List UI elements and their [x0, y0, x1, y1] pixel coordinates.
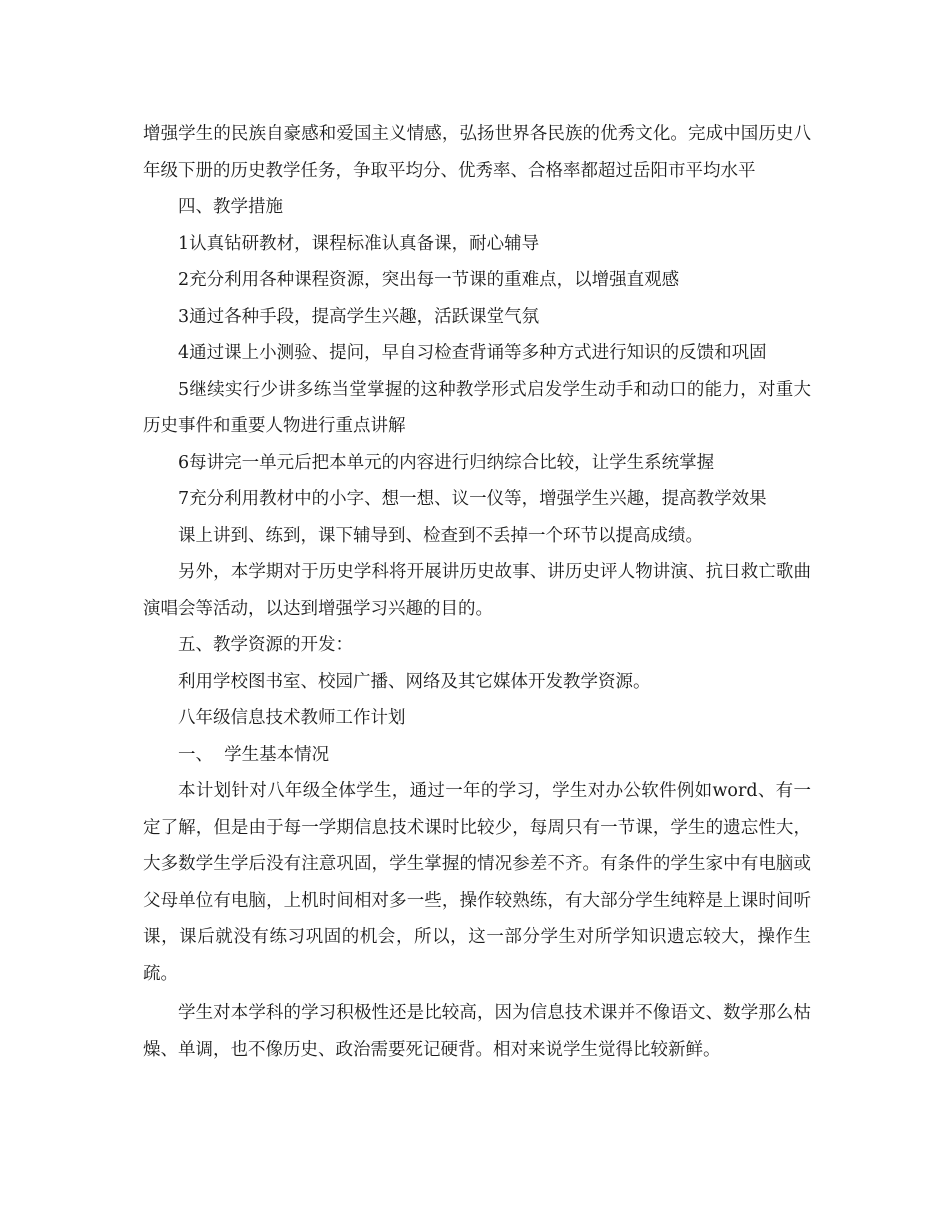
paragraph-activities: 另外，本学期对于历史学科将开展讲历史故事、讲历史评人物讲演、抗日救亡歌曲演唱会等活动，以达到增强学习兴趣的目的。 [143, 562, 811, 619]
list-item-1: 1认真钻研教材，课程标准认真备课，耐心辅导 [178, 233, 540, 254]
list-item-6: 6每讲完一单元后把本单元的内容进行归纳综合比较，让学生系统掌握 [178, 452, 715, 473]
section-heading-measures: 四、教学措施 [178, 197, 283, 217]
paragraph-student-situation: 本计划针对八年级全体学生，通过一年的学习，学生对办公软件例如word、有一定了解，但是由于每一学期信息技术课时比较少，每周只有一节课，学生的遗忘性大，大多数学生学后没有注意巩固，学生掌握的情况参差不齐。有条件的学生家中有电脑或父母单位有电脑，上机时间相对多一些，操作较熟练，有大部分学生纯粹是上课时间听课，课后就没有练习巩固的机会，所以，这一部分学生对所学知识遗忘较大，操作生疏。 [143, 781, 811, 984]
paragraph-student-interest: 学生对本学科的学习积极性还是比较高，因为信息技术课并不像语文、数学那么枯燥、单调，也不像历史、政治需要死记硬背。相对来说学生觉得比较新鲜。 [143, 1003, 811, 1060]
list-item-2: 2充分利用各种课程资源，突出每一节课的重难点，以增强直观感 [178, 270, 680, 290]
list-item-3: 3通过各种手段，提高学生兴趣，活跃课堂气氛 [178, 306, 540, 327]
list-item-4: 4通过课上小测验、提问，早自习检查背诵等多种方式进行知识的反馈和巩固 [178, 343, 767, 363]
section-heading-resources: 五、教学资源的开发： [178, 635, 353, 655]
document-subtitle: 八年级信息技术教师工作计划 [178, 708, 406, 728]
list-item-5: 5继续实行少讲多练当堂掌握的这种教学形式启发学生动手和动口的能力，对重大历史事件和重要人物进行重点讲解 [143, 379, 811, 436]
paragraph-follow-up: 课上讲到、练到，课下辅导到、检查到不丢掉一个环节以提高成绩。 [178, 525, 703, 546]
document-body [143, 116, 811, 1068]
section-heading-students: 一、 学生基本情况 [178, 744, 330, 765]
paragraph-resources: 利用学校图书室、校园广播、网络及其它媒体开发教学资源。 [178, 671, 651, 692]
list-item-7: 7充分利用教材中的小字、想一想、议一仪等，增强学生兴趣，提高教学效果 [178, 489, 767, 509]
paragraph-continuation: 增强学生的民族自豪感和爱国主义情感，弘扬世界各民族的优秀文化。完成中国历史八年级下册的历史教学任务，争取平均分、优秀率、合格率都超过岳阳市平均水平 [143, 124, 811, 181]
